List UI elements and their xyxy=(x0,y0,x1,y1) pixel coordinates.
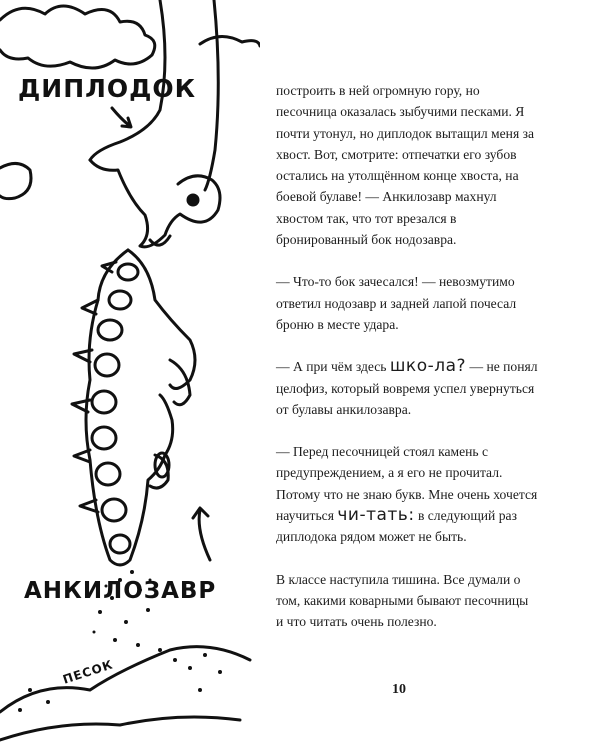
diplodocus-label: ДИПЛОДОК xyxy=(18,74,197,103)
page-number: 10 xyxy=(392,682,406,697)
sand-dunes xyxy=(0,647,250,740)
sand-label: ПЕСОК xyxy=(61,657,115,687)
paragraph-2: — Что-то бок зачесался! — невозмутимо ответил нодозавр и задней лапой почесал броню в месте удара. xyxy=(276,274,517,332)
diplodocus-head xyxy=(90,160,220,247)
paragraph-3-start: — А при чём здесь xyxy=(276,359,390,375)
paragraph-4 xyxy=(276,441,538,547)
ankylosaurus-body xyxy=(86,250,195,565)
diplodocus-arrow xyxy=(112,108,131,127)
story-text xyxy=(276,80,538,633)
paragraph-4-start: — Перед песочницей стоял камень с предупреждением, а я его не прочитал. Потому что не знаю букв. Мне очень хочется научиться xyxy=(276,444,538,524)
paragraph-5: В классе наступила тишина. Все думали о том, какими коварными бывают песочницы и что читать очень полезно. xyxy=(276,571,529,630)
ankylosaurus-label: АНКИЛОЗАВР xyxy=(24,578,217,604)
cloud-left xyxy=(0,163,31,198)
paragraph-3-end: — не понял целофиз, который вовремя успел увернуться от булавы анкилозавра. xyxy=(276,359,538,417)
handwritten-word-read: чи-тать: xyxy=(337,505,415,526)
diplodocus-eye xyxy=(188,195,198,205)
ankylosaurus-arrow xyxy=(193,508,210,560)
paragraph-1: построить в ней огромную гору, но песочница оказалась зыбучими песками. Я почти утонул, но диплодок вытащил меня за хвост. Вот, смотрите: отпечатки его зубов остались на утолщённом конце хвоста, на боевой булаве! — Анкилозавр махнул хвостом так, что тот врезался в бронированный бок нодозавра. xyxy=(276,83,535,248)
dinosaur-illustration xyxy=(0,0,260,750)
handwritten-word-school: шко-ла? xyxy=(389,356,467,377)
paragraph-4-end: в следующий раз диплодока рядом может не быть. xyxy=(276,508,517,545)
paragraph-3 xyxy=(276,356,538,420)
cloud-top xyxy=(0,6,155,68)
cloud-right xyxy=(200,36,260,46)
